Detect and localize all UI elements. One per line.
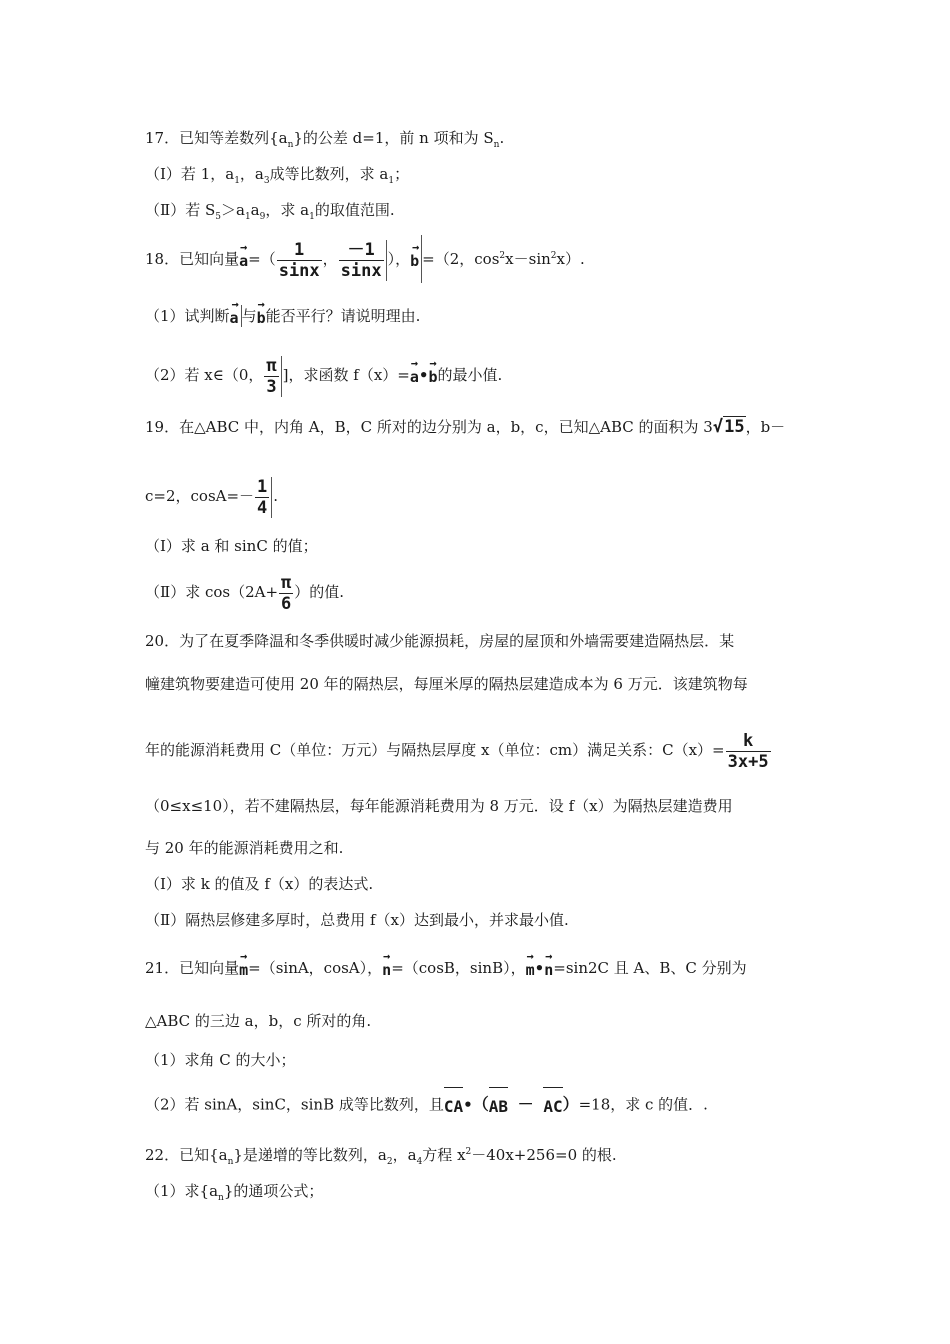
vector-b: → b — [257, 305, 266, 327]
fraction-neg1-over-sinx — [339, 240, 387, 281]
text: －40x+256=0 的根. — [471, 1146, 617, 1164]
subscript: 9 — [259, 212, 266, 222]
text: 17．已知等差数列{a — [145, 129, 288, 147]
text: ]，求函数 f（x）= — [282, 366, 410, 384]
text: △ABC 的三边 a，b，c 所对的角. — [145, 1012, 372, 1030]
vector-b: → b — [429, 351, 438, 399]
denominator: sinx — [278, 260, 320, 281]
text: ，求 a — [265, 201, 310, 219]
q20-part1 — [145, 875, 373, 893]
text: x）. — [556, 250, 585, 268]
text: a — [250, 201, 260, 219]
q21-line2 — [145, 1012, 371, 1030]
text: x－sin — [505, 250, 551, 268]
denominator: 6 — [281, 593, 292, 614]
fraction-pi-over-6 — [279, 573, 293, 614]
text: 的取值范围. — [314, 201, 395, 219]
q17-part2 — [145, 201, 395, 222]
text: 与 — [241, 307, 257, 325]
text: （Ⅰ）若 1，a — [145, 165, 235, 183]
denominator: sinx — [340, 260, 382, 281]
text: ，a — [239, 165, 264, 183]
paren-close: ） — [562, 1094, 579, 1114]
q22-stem — [145, 1146, 617, 1167]
subscript: n — [227, 1157, 234, 1167]
text: （Ⅱ）隔热层修建多厚时，总费用 f（x）达到最小，并求最小值. — [145, 911, 569, 929]
q17-part1 — [145, 165, 410, 186]
text: 能否平行？请说明理由. — [265, 307, 421, 325]
fraction-k-over-3x5 — [726, 731, 771, 772]
vector-AC: AC — [543, 1087, 562, 1124]
q19-part1 — [145, 537, 318, 555]
text: ）， — [387, 250, 411, 268]
subscript: 1 — [244, 212, 251, 222]
q18-part2 — [145, 351, 502, 395]
vector-a: → a — [239, 235, 248, 283]
q21-part2 — [145, 1087, 708, 1121]
text: 幢建筑物要建造可使用 20 年的隔热层，每厘米厚的隔热层建造成本为 6 万元．该建筑物每 — [145, 675, 748, 693]
text: 与 20 年的能源消耗费用之和. — [145, 839, 344, 857]
paren-open: （ — [472, 1094, 489, 1114]
numerator: π — [281, 572, 292, 593]
text: ； — [394, 165, 410, 183]
numerator: －1 — [347, 239, 375, 260]
vector-CA: CA — [444, 1087, 463, 1124]
text: （Ⅰ）求 a 和 sinC 的值； — [145, 537, 318, 555]
text: =（ — [248, 250, 276, 268]
dot-operator: • — [418, 366, 429, 384]
text: （0≤x≤10），若不建隔热层，每年能源消耗费用为 8 万元．设 f（x）为隔热层建造费用 — [145, 797, 733, 815]
text: （1）求角 C 的大小； — [145, 1051, 296, 1069]
subscript: 3 — [263, 176, 270, 186]
subscript: 5 — [215, 212, 221, 222]
text: 18．已知向量 — [145, 250, 240, 268]
text: }的通项公式； — [223, 1182, 324, 1200]
text: （1）求{a — [145, 1182, 219, 1200]
subscript: n — [218, 1193, 224, 1203]
text: 成等比数列，求 a — [269, 165, 389, 183]
subscript: 1 — [388, 176, 395, 186]
dot-operator: • — [463, 1095, 473, 1114]
subscript: 2 — [386, 1157, 393, 1167]
text: =18，求 c 的值．. — [578, 1095, 708, 1114]
text: }的公差 d=1，前 n 项和为 S — [293, 129, 494, 147]
numerator: 1 — [257, 476, 268, 497]
q19-line2 — [145, 474, 278, 518]
text: =sin2C 且 A、B、C 分别为 — [553, 959, 747, 977]
text: 20．为了在夏季降温和冬季供暖时减少能源损耗，房屋的屋顶和外墙需要建造隔热层．某 — [145, 632, 735, 650]
text: （1）试判断 — [145, 307, 230, 325]
q19-part2 — [145, 570, 344, 614]
fraction-pi-over-3 — [264, 356, 281, 397]
vector-m: → m — [239, 957, 248, 979]
denominator: 3 — [266, 376, 277, 397]
fraction-1-over-4 — [255, 477, 272, 518]
subscript: 1 — [309, 212, 315, 222]
vector-n: → n — [382, 957, 391, 979]
text: 22．已知{a — [145, 1146, 228, 1164]
q20-line5 — [145, 839, 343, 857]
text: 21．已知向量 — [145, 959, 240, 977]
text: ）的值. — [294, 583, 345, 601]
text: ，a — [392, 1146, 417, 1164]
text: 方程 x — [422, 1146, 466, 1164]
vector-n: → n — [544, 957, 553, 979]
text: 的最小值. — [437, 366, 503, 384]
numerator: 1 — [294, 239, 305, 260]
text: }是递增的等比数列，a — [233, 1146, 387, 1164]
q20-line3 — [145, 728, 772, 772]
q21-stem — [145, 957, 747, 979]
q19-stem — [145, 418, 785, 436]
q18-part1 — [145, 305, 420, 327]
q20-part2 — [145, 911, 569, 929]
dot-operator: • — [534, 959, 545, 977]
minus-sign: － — [508, 1094, 544, 1114]
superscript: 2 — [465, 1147, 472, 1157]
sqrt-15: √15 — [712, 417, 745, 437]
text: 19．在△ABC 中，内角 A，B，C 所对的边分别为 a，b，c，已知△ABC 的面积为 3 — [145, 418, 713, 436]
text: 年的能源消耗费用 C（单位：万元）与隔热层厚度 x（单位：cm）满足关系：C（x）= — [145, 741, 725, 759]
vector-AB: AB — [489, 1087, 508, 1124]
numerator: π — [266, 355, 277, 376]
text: . — [273, 487, 279, 505]
text: c=2，cosA=－ — [145, 487, 255, 505]
text: （Ⅱ）若 S — [145, 201, 216, 219]
denominator: 3x+5 — [727, 751, 769, 772]
superscript: 2 — [550, 251, 557, 261]
denominator: 4 — [257, 497, 268, 518]
q20-line2 — [145, 675, 748, 693]
text: ＞a — [220, 201, 245, 219]
q17-stem — [145, 129, 505, 150]
subscript: n — [493, 140, 500, 150]
vector-b: → b — [410, 235, 422, 283]
text: （2）若 x∈（0， — [145, 366, 264, 384]
fraction-1-over-sinx — [277, 240, 322, 281]
text: （Ⅰ）求 k 的值及 f（x）的表达式. — [145, 875, 374, 893]
text: ， — [322, 250, 338, 268]
text: （Ⅱ）求 cos（2A+ — [145, 583, 279, 601]
superscript: 2 — [499, 251, 506, 261]
q20-line1 — [145, 632, 734, 650]
text: ，b－ — [745, 418, 786, 436]
q22-part1 — [145, 1182, 324, 1203]
vector-a: → a — [410, 351, 419, 399]
q21-part1 — [145, 1051, 296, 1069]
vector-m: → m — [526, 957, 535, 979]
subscript: 4 — [416, 1157, 423, 1167]
radicand: 15 — [724, 417, 745, 437]
vector-a: → a — [230, 305, 242, 327]
subscript: 1 — [234, 176, 240, 186]
numerator: k — [742, 730, 754, 751]
q18-stem — [145, 235, 585, 279]
text: =（2，cos — [422, 250, 500, 268]
text: =（sinA，cosA）， — [248, 959, 383, 977]
subscript: n — [287, 140, 294, 150]
q20-line4 — [145, 797, 733, 815]
text: =（cosB，sinB）， — [391, 959, 526, 977]
text: （2）若 sinA，sinC，sinB 成等比数列，且 — [145, 1095, 444, 1114]
text: . — [499, 129, 505, 147]
